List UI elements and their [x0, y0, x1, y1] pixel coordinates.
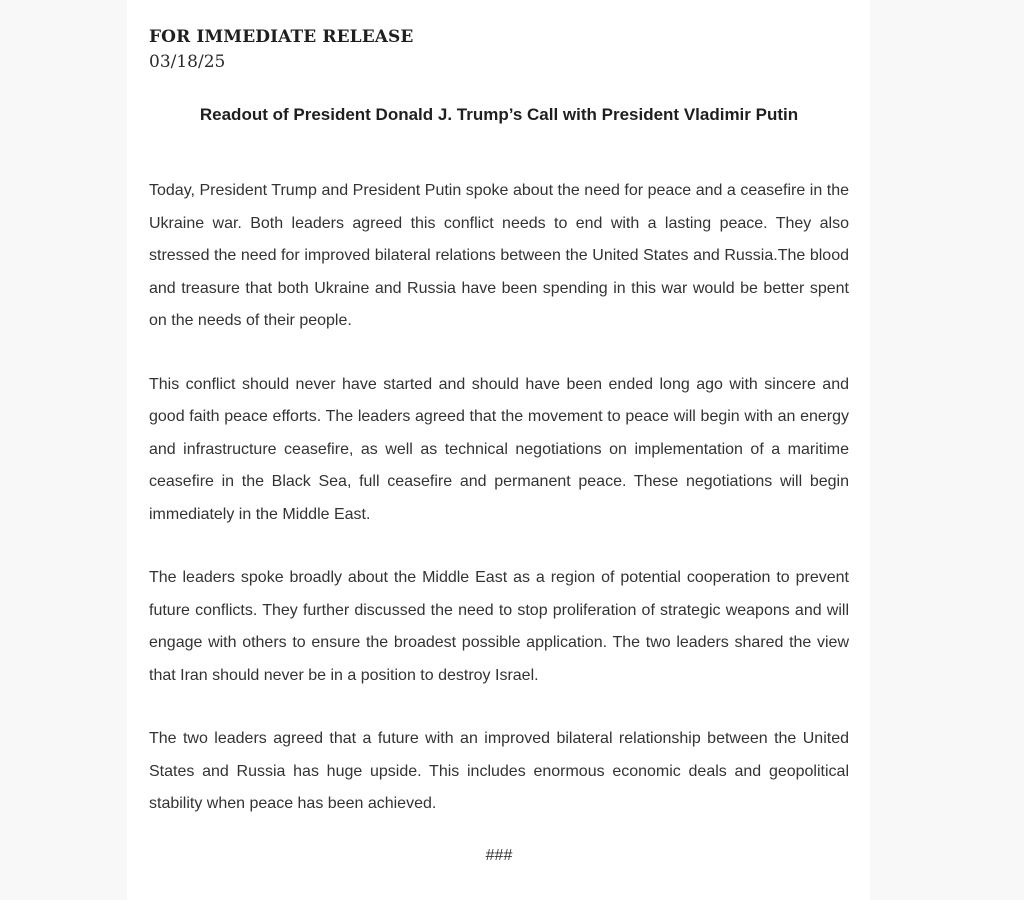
- paragraph-3: The leaders spoke broadly about the Middle East as a region of potential cooperation to prevent future conflicts. They further discussed the need to stop proliferation of strategic weapons and will engage with others to ensure the broadest possible application. The two leaders shared the view that Iran should never be in a position to destroy Israel.: [149, 569, 849, 684]
- release-date: 03/18/25: [149, 52, 226, 72]
- paragraph-1: Today, President Trump and President Putin spoke about the need for peace and a ceasefire in the Ukraine war. Both leaders agreed this conflict needs to end with a lasting peace. They also stressed the need for improved bilateral relations between the United States and Russia.The blood and treasure that both Ukraine and Russia have been spending in this war would be better spent on the needs of their people.: [149, 182, 849, 329]
- document-content: [149, 24, 849, 883]
- document-page: [127, 0, 870, 900]
- release-label: FOR IMMEDIATE RELEASE: [149, 27, 414, 47]
- paragraph-2: This conflict should never have started and should have been ended long ago with sincere and good faith peace efforts. The leaders agreed that the movement to peace will begin with an energy and infrastructure ceasefire, as well as technical negotiations on implementation of a maritime ceasefire in the Black Sea, full ceasefire and permanent peace. These negotiations will begin immediately in the Middle East.: [149, 375, 849, 523]
- document-title: Readout of President Donald J. Trump’s Call with President Vladimir Putin: [199, 105, 799, 124]
- paragraph-4: The two leaders agreed that a future with an improved bilateral relationship between the United States and Russia has huge upside. This includes enormous economic deals and geopolitical stability when peace has been achieved.: [149, 730, 849, 812]
- end-mark: ###: [485, 846, 513, 864]
